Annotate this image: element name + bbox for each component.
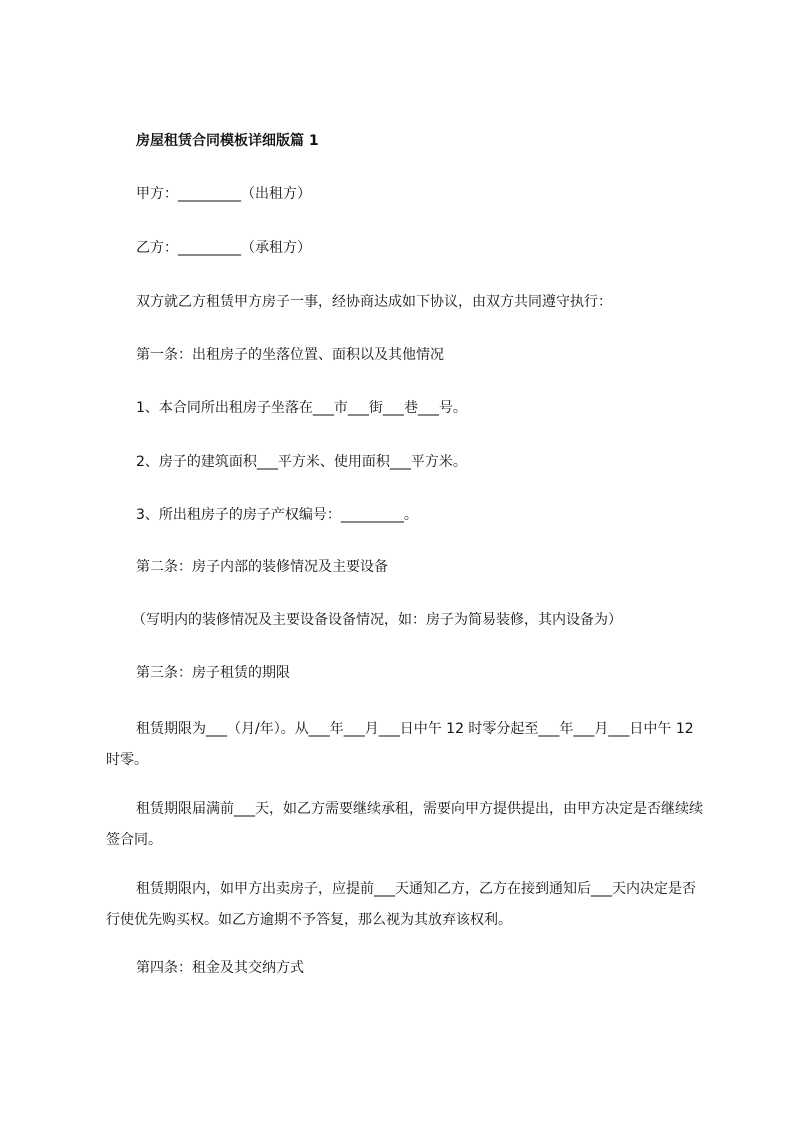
document-title: 房屋租赁合同模板详细版篇 1	[136, 133, 319, 149]
article-1-item-3: 3、所出租房子的房子产权编号：_________。	[136, 507, 418, 523]
article-4-heading: 第四条：租金及其交纳方式	[136, 960, 304, 976]
article-1-heading: 第一条：出租房子的坐落位置、面积以及其他情况	[136, 347, 444, 363]
article-3-heading: 第三条：房子租赁的期限	[136, 665, 290, 681]
intro-paragraph: 双方就乙方租赁甲方房子一事，经协商达成如下协议，由双方共同遵守执行：	[136, 294, 612, 310]
article-2-note: （写明内的装修情况及主要设备设备情况，如：房子为简易装修，其内设备为）	[132, 612, 622, 628]
article-3-paragraph-3: 租赁期限内，如甲方出卖房子，应提前___天通知乙方，乙方在接到通知后___天内决定是否行使优先购买权。如乙方逾期不予答复，那么视为其放弃该权利。	[106, 881, 696, 928]
party-a-line: 甲方：_________（出租方）	[136, 186, 311, 202]
article-2-heading: 第二条：房子内部的装修情况及主要设备	[136, 559, 388, 575]
party-b-line: 乙方：_________（承租方）	[136, 240, 311, 256]
article-1-item-2: 2、房子的建筑面积___平方米、使用面积___平方米。	[136, 454, 467, 470]
article-3-paragraph-1: 租赁期限为___（月/年）。从___年___月___日中午 12 时零分起至___年___月___日中午 12 时零。	[106, 721, 694, 768]
article-3-paragraph-2: 租赁期限届满前___天，如乙方需要继续承租，需要向甲方提供提出，由甲方决定是否继续续签合同。	[106, 801, 703, 848]
article-1-item-1: 1、本合同所出租房子坐落在___市___街___巷___号。	[136, 400, 467, 416]
